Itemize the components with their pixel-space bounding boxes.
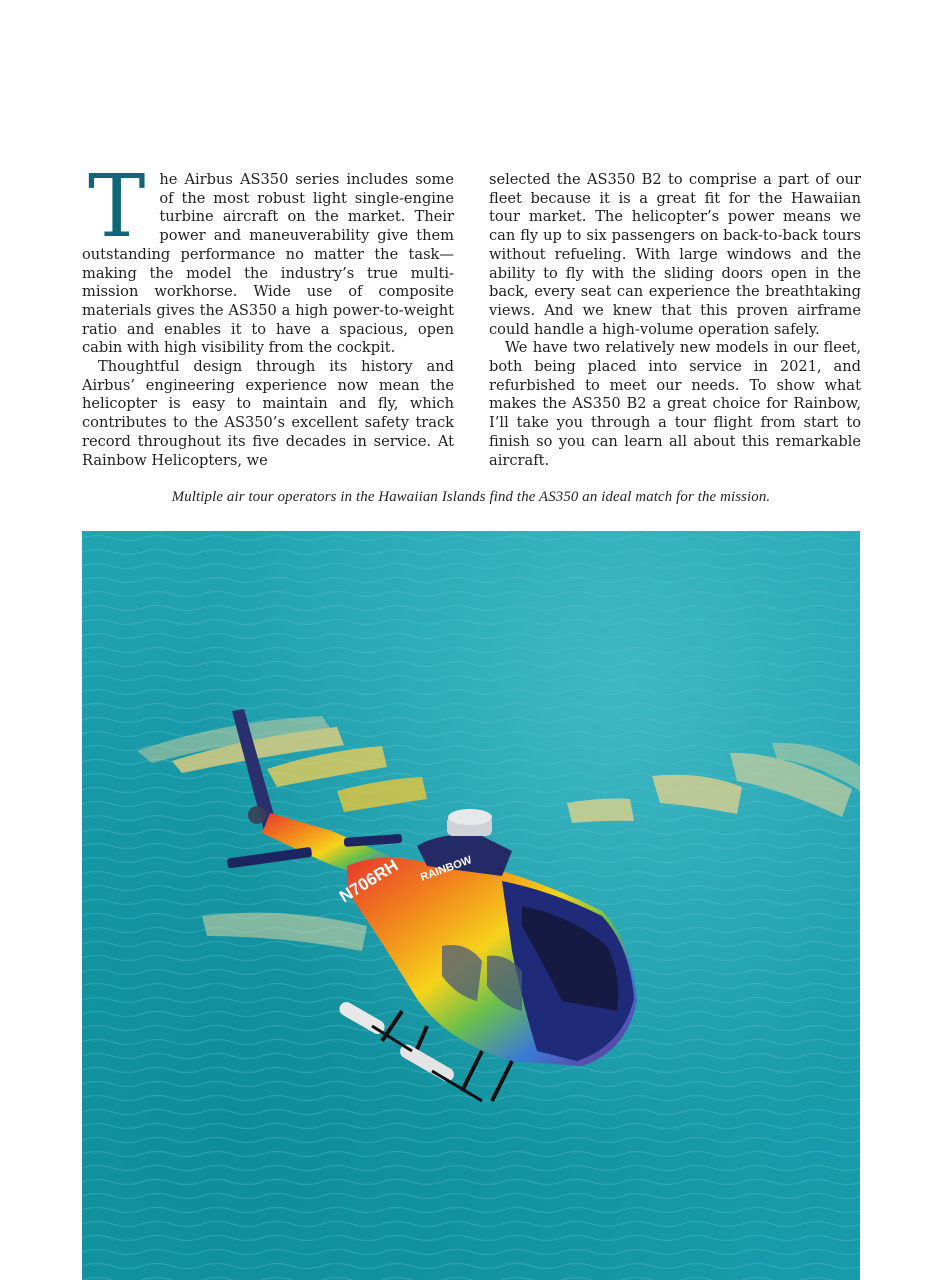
article-column-right	[489, 171, 861, 470]
helicopter-illustration	[82, 531, 860, 1280]
drop-cap: T	[88, 157, 146, 257]
brand-marking: RAINBOW	[418, 854, 474, 884]
paragraph-2: Thoughtful design through its history and Airbus’ engineering experience now mean the helicopter is easy to maintain and fly, which contributes to the AS350’s excellent safety track record throughout its five decades in service. At Rainbow Helicopters, we	[82, 358, 454, 469]
registration-marking: N706RH	[336, 855, 402, 907]
article-column-left	[82, 157, 454, 470]
paragraph-4: We have two relatively new models in our fleet, both being placed into service in 2021, and refurbished to meet our needs. To show what makes the AS350 B2 a great choice for Rainbow, I’ll take you through a tour flight from start to finish so you can learn all about this remarkable aircraft.	[489, 339, 861, 469]
paragraph-1-text: he Airbus AS350 series includes some of the most robust light single-engine turbine aircraft on the market. Their power and maneuverability give them outstanding performance no matter the task—making the model the industry’s true multi-mission workhorse. Wide use of composite materials gives the AS350 a high power-to-weight ratio and enables it to have a spacious, open cabin with high visibility from the cockpit.	[82, 171, 454, 357]
paragraph-3: selected the AS350 B2 to comprise a part of our fleet because it is a great fit for the Hawaiian tour market. The helicopter’s power means we can fly up to six passengers on back-to-back tours without refueling. With large windows and the ability to fly with the sliding doors open in the back, every seat can experience the breathtaking views. And we knew that this proven airframe could handle a high-volume operation safely.	[489, 171, 861, 338]
photo-caption: Multiple air tour operators in the Hawaiian Islands find the AS350 an ideal match for the mission.	[171, 489, 771, 505]
helicopter-photo	[82, 531, 860, 1280]
paragraph-1	[82, 157, 454, 358]
